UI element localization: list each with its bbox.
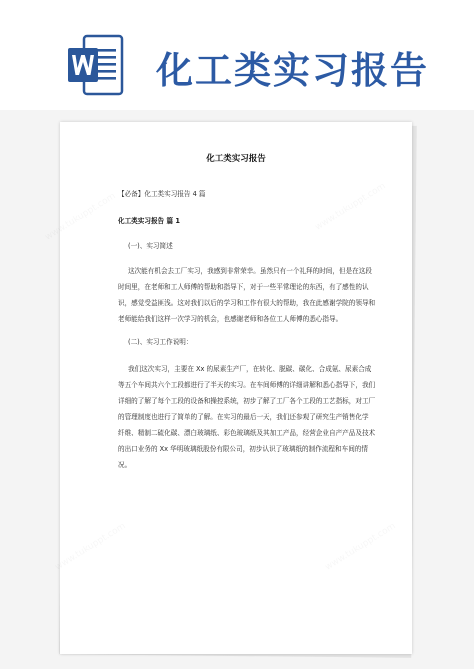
paragraph-line: 的管理制度也进行了简单的了解。在实习的最后一天，我们还参观了研究生产销售化学 — [118, 413, 369, 421]
watermark — [54, 521, 128, 572]
paragraph-line: 等五个车间共六个工段都进行了半天的实习。在车间师傅的详细讲解和悉心指导下，我们 — [118, 381, 376, 389]
paragraph-line: 识，感觉受益匪浅。这对我们以后的学习和工作有很大的帮助，我在此感谢学院的领导和 — [118, 299, 376, 307]
section-heading: 化工类实习报告 篇 1 — [118, 217, 180, 225]
document-title: 化工类实习报告 — [206, 154, 266, 164]
header-banner — [0, 0, 474, 110]
paragraph-line: 这次能有机会去工厂实习，我感到非常荣幸。虽然只有一个礼拜的时间，但是在这段 — [128, 267, 372, 275]
watermark — [324, 521, 398, 572]
paragraph-line: 况。 — [118, 461, 132, 469]
document-page — [60, 122, 412, 654]
paragraph-line: 时间里，在老师和工人师傅的帮助和指导下，对于一些平常理论的东西，有了感性的认 — [118, 283, 369, 291]
part1-heading: (一)、实习简述 — [128, 242, 173, 250]
watermark — [314, 181, 388, 232]
word-document-icon — [66, 34, 124, 96]
header-title: 化工类实习报告 — [156, 49, 429, 92]
paragraph-line: 老师能给我们这样一次学习的机会，也感谢老师和各位工人师傅的悉心指导。 — [118, 315, 343, 323]
paragraph-line: 详细的了解了每个工段的设备和操控系统，初步了解了工厂各个工段的工艺指标，对工厂 — [118, 397, 376, 405]
paragraph-line: 纤维、精制二硫化碳、漂白玻璃纸、彩色玻璃纸及其加工产品，经营企业自产产品及技术 — [118, 429, 376, 437]
document-subtitle: 【必备】化工类实习报告 4 篇 — [118, 190, 206, 198]
paragraph-line: 我们这次实习，主要在 Xx 的尿素生产厂，在转化、脱碳、碳化、合成氨、尿素合成 — [128, 365, 372, 373]
paragraph-line: 的出口业务的 Xx 华明玻璃纸股份有限公司，初步认识了玻璃纸的制作流程和车间的情 — [118, 445, 368, 453]
part2-heading: (二)、实习工作说明： — [128, 338, 193, 346]
